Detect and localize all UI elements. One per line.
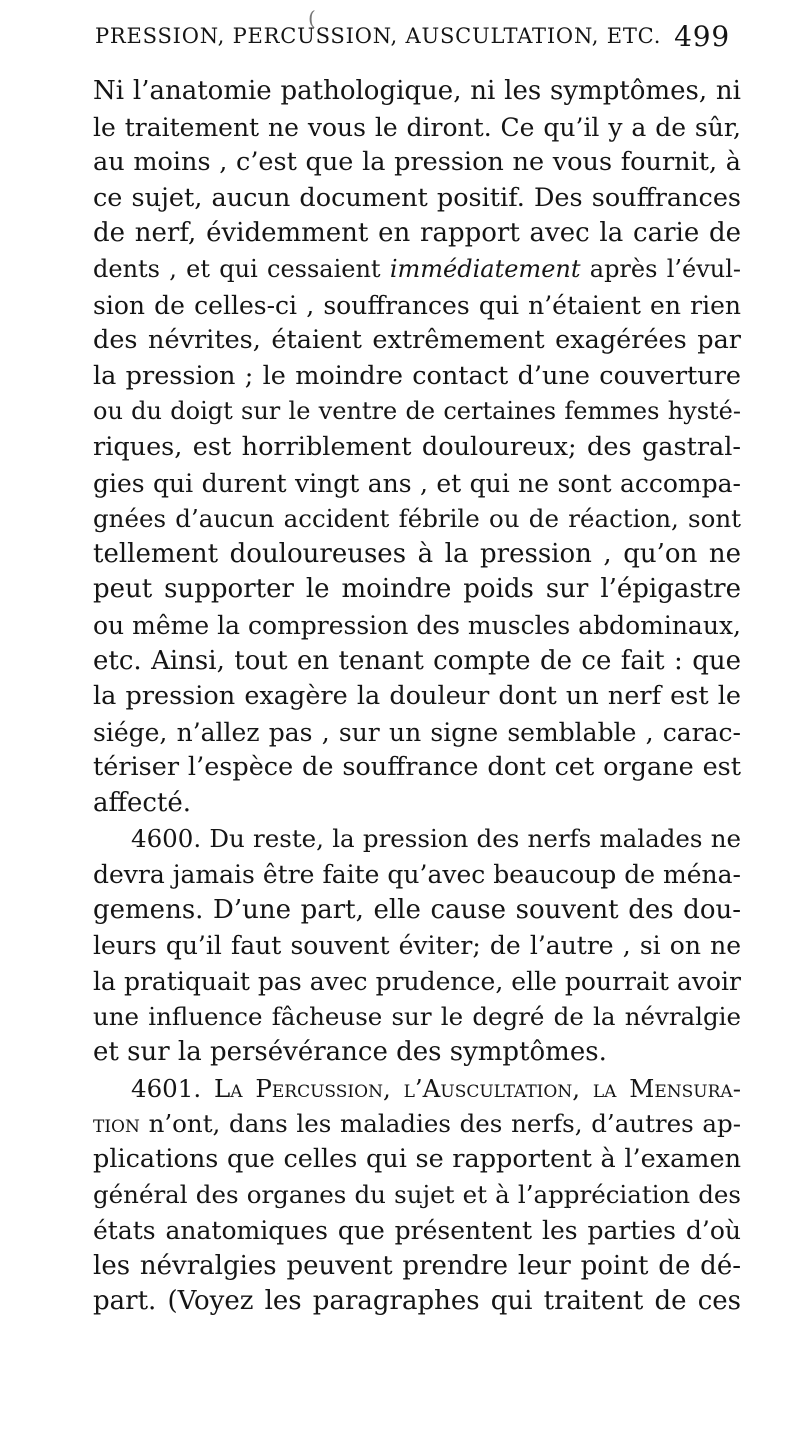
text-line: la pratiquait pas avec prudence, elle pourrait avoir [93, 966, 741, 996]
text-line: tion n’ont, dans les maladies des nerfs, d’autres ap- [93, 1109, 741, 1139]
text-line: ou même la compression des muscles abdominaux, [93, 610, 741, 640]
text-line: dents , et qui cessaient immédiatement après l’évul- [93, 254, 741, 283]
paragraph-4600-start: 4600. Du reste, la pression des nerfs malades ne [131, 824, 741, 854]
text-line: une influence fâcheuse sur le degré de la névralgie [93, 1002, 741, 1032]
text-line: siége, n’allez pas , sur un signe semblable , carac- [93, 717, 741, 747]
text-line: états anatomiques que présentent les parties d’où [93, 1216, 741, 1245]
text-line: gies qui durent vingt ans , et qui ne sont accompa- [93, 468, 741, 498]
text-line: leurs qu’il faut souvent éviter; de l’autre , si on ne [93, 931, 741, 961]
text-line: gemens. D’une part, elle cause souvent des dou- [93, 894, 741, 925]
text-line: devra jamais être faite qu’avec beaucoup de ména- [93, 860, 741, 890]
text-line: peut supporter le moindre poids sur l’épigastre [93, 574, 741, 605]
paragraph-4601-start: 4601. La Percussion, l’Auscultation, la Mensura- [131, 1073, 741, 1103]
text-line: tellement douloureuses à la pression , qu’on ne [93, 538, 741, 569]
text-line: riques, est horriblement douloureux; des gastral- [93, 431, 741, 462]
text-line: Ni l’anatomie pathologique, ni les symptômes, ni [93, 76, 741, 106]
text-line: ou du doigt sur le ventre de certaines femmes hysté- [93, 397, 741, 426]
text-line: ce sujet, aucun document positif. Des souffrances [93, 182, 741, 213]
page-number: 499 [674, 20, 730, 53]
text-line: plications que celles qui se rapportent à l’examen [93, 1143, 741, 1174]
text-line: le traitement ne vous le diront. Ce qu’il y a de sûr, [93, 112, 741, 142]
body-text [93, 74, 741, 1320]
small-caps-heading-cont: tion [93, 1109, 140, 1139]
text-line: les névralgies peuvent prendre leur point de dé- [93, 1250, 741, 1281]
italic-emphasis: immédiatement [389, 254, 581, 283]
text-line: part. (Voyez les paragraphes qui traitent de ces [93, 1286, 741, 1317]
text-line: et sur la persévérance des symptômes. [93, 1037, 607, 1068]
text-line: de nerf, évidemment en rapport avec la carie de [93, 218, 741, 249]
text-line: etc. Ainsi, tout en tenant compte de ce fait : que [93, 645, 741, 676]
running-head-title: PRESSION, PERCUSSION, AUSCULTATION, ETC. [95, 24, 662, 48]
text-line: au moins , c’est que la pression ne vous fournit, à [93, 147, 741, 178]
small-caps-heading: La Percussion, l’Auscultation, la Mensura- [214, 1073, 741, 1103]
stray-mark: ( [308, 6, 316, 30]
running-head [95, 18, 730, 58]
text-line: la pression ; le moindre contact d’une couverture [93, 360, 741, 391]
text-line: affecté. [93, 787, 192, 818]
text-line: gnées d’aucun accident fébrile ou de réaction, sont [93, 504, 741, 534]
text-line: tériser l’espèce de souffrance dont cet organe est [93, 752, 741, 783]
text-line: des névrites, étaient extrêmement exagérées par [93, 325, 741, 356]
text-line: la pression exagère la douleur dont un nerf est le [93, 681, 741, 712]
text-line: sion de celles-ci , souffrances qui n’étaient en rien [93, 290, 741, 320]
text-line: général des organes du sujet et à l’appréciation des [93, 1180, 741, 1210]
